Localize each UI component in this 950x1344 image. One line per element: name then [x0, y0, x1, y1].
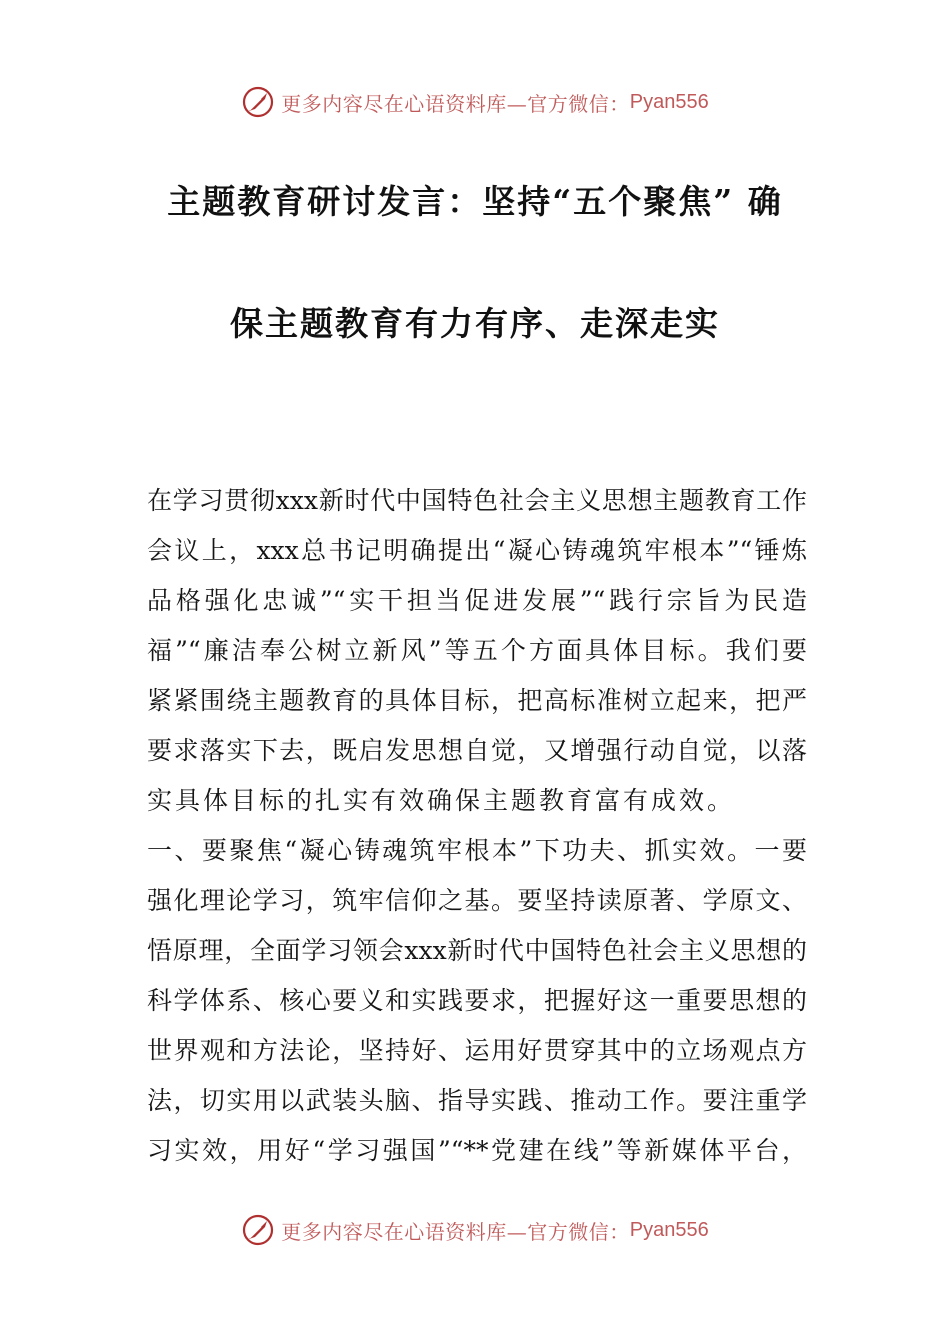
body-line: 习实效，用好“学习强国”“**党建在线”等新媒体平台，: [147, 1136, 807, 1165]
watermark-text: 更多内容尽在心语资料库—官方微信：: [281, 91, 630, 116]
body-line: 福”“廉洁奉公树立新风”等五个方面具体目标。我们要: [147, 636, 807, 665]
body-line: 实具体目标的扎实有效确保主题教育富有成效。: [147, 786, 736, 815]
body-line: 科学体系、核心要义和实践要求，把握好这一重要思想的: [147, 986, 807, 1015]
watermark-id: Pyan556: [629, 90, 709, 113]
body-line: 品格强化忠诚”“实干担当促进发展”“践行宗旨为民造: [147, 586, 807, 615]
body-line: 会议上，xxx总书记明确提出“凝心铸魂筑牢根本”“锤炼: [147, 536, 807, 565]
body-line: 紧紧围绕主题教育的具体目标，把高标准树立起来，把严: [147, 686, 807, 715]
document-title-line-2: 保主题教育有力有序、走深走实: [230, 304, 720, 343]
body-line: 强化理论学习，筑牢信仰之基。要坚持读原著、学原文、: [147, 886, 807, 915]
body-line: 世界观和方法论，坚持好、运用好贯穿其中的立场观点方: [147, 1036, 807, 1065]
quill-logo-icon: [241, 85, 275, 119]
body-line: 一、要聚焦“凝心铸魂筑牢根本”下功夫、抓实效。一要: [147, 836, 807, 865]
document-title-line-1: 主题教育研讨发言：坚持“五个聚焦” 确: [167, 182, 783, 221]
watermark-text: 更多内容尽在心语资料库—官方微信：: [281, 1219, 630, 1244]
body-line: 悟原理，全面学习领会xxx新时代中国特色社会主义思想的: [147, 936, 807, 965]
header-watermark: [0, 82, 950, 122]
body-line: 要求落实下去，既启发思想自觉，又增强行动自觉，以落: [147, 736, 807, 765]
body-paragraphs: [147, 476, 807, 1176]
quill-logo-icon: [241, 1213, 275, 1247]
body-line: 法，切实用以武装头脑、指导实践、推动工作。要注重学: [147, 1086, 807, 1115]
body-line: 在学习贯彻xxx新时代中国特色社会主义思想主题教育工作: [147, 486, 807, 515]
footer-watermark: [0, 1210, 950, 1250]
watermark-id: Pyan556: [629, 1218, 709, 1241]
